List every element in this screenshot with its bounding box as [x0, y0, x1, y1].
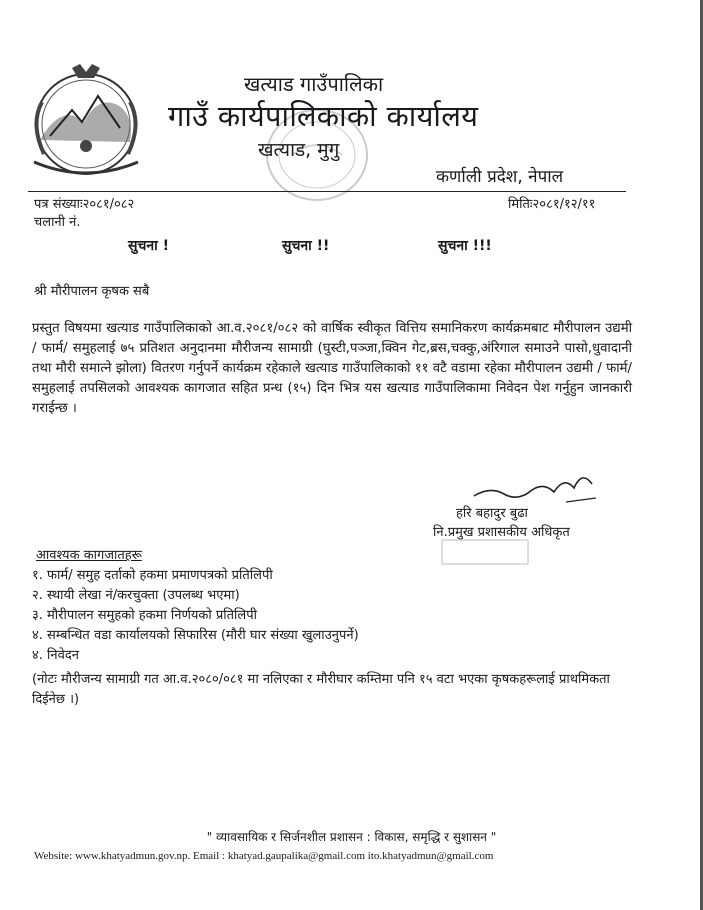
letterhead-title: गाउँ कार्यपालिकाको कार्यालय — [168, 99, 479, 133]
dispatch-number: चलानी नं. — [34, 215, 81, 230]
signatory-name: हरि बहादुर बुढा — [456, 506, 528, 521]
requirement-item: ३. मौरीपालन समुहको हकमा निर्णयको प्रतिलिपी — [32, 608, 257, 623]
office-name: खत्याड गाउँपालिका — [244, 72, 384, 96]
notice-body: प्रस्तुत विषयमा खत्याड गाउँपालिकाको आ.व.२०८१/०८२ को वार्षिक स्वीकृत वित्तिय समानिकरण कार्यक्रमबाट मौरीपालन उद्यमी / फार्म/ समुहलाई ७५ प्रतिशत अनुदानमा मौरीजन्य सामाग्री (घुस्टी,पञ्‍जा,क्विन गेट,ब्रस,चक्कु,अंरिगाल समाउने पासो,धुवादानी तथा मौरी समात्ने झोला) वितरण गर्नुपर्ने कार्यक्रम रहेकाले खत्याड गाउँपालिकाको ११ वटै वडामा रहेका मौरीपालन उद्यमी / फार्म/ समुहलाई तपसिलको आवश्यक कागजात सहित प्रन्ध (१५) दिन भित्र यस खत्याड गाउँपालिकामा निवेदन पेश गर्नुहुन जानकारी गराईन्छ । — [32, 321, 632, 416]
priority-note: (नोटः मौरीजन्य सामाग्री गत आ.व.२०८०/०८१ मा नलिएका र मौरीघार कम्तिमा पनि १५ वटा भएका कृषकहरूलाई प्राथमिकता दिईनेछ ।) — [32, 672, 610, 707]
notice-heading-2: सुचना !! — [282, 238, 330, 254]
signatory-designation: नि.प्रमुख प्रशासकीय अधिकृत — [433, 525, 570, 540]
footer-slogan: " व्यावसायिक र सिर्जनशील प्रशासन : विकास, समृद्धि र सुशासन " — [206, 830, 497, 844]
letter-date: मितिः२०८१/१२/११ — [508, 197, 596, 212]
requirements-list — [32, 566, 359, 666]
requirement-item: ४. निवेदन — [32, 648, 79, 663]
letter-number: पत्र संख्याः२०८१/०८२ — [34, 197, 135, 212]
requirement-item: ४. सम्बन्धित वडा कार्यालयको सिफारिस (मौरी घार संख्या खुलाउनुपर्ने) — [32, 628, 359, 643]
requirement-item: २. स्थायी लेखा नं/करचुक्ता (उपलब्ध भएमा) — [32, 588, 240, 603]
nepal-emblem-icon — [22, 62, 150, 180]
signature-icon — [470, 468, 600, 508]
signature-stamp-icon — [440, 538, 530, 566]
requirements-heading: आवश्यक कागजातहरू — [36, 548, 142, 563]
notice-heading-1: सुचना ! — [128, 238, 170, 254]
footer-contact: Website: www.khatyadmun.gov.np. Email : khatyad.gaupalika@gmail.com ito.khatyadmun@gmail.com — [34, 850, 494, 862]
notice-heading-3: सुचना !!! — [438, 238, 492, 254]
requirement-item: १. फार्म/ समुह दर्ताको हकमा प्रमाणपत्रको प्रतिलिपी — [32, 568, 273, 583]
header-divider — [28, 191, 626, 192]
province-line: कर्णाली प्रदेश, नेपाल — [436, 167, 564, 187]
salutation: श्री मौरीपालन कृषक सबै — [34, 284, 150, 299]
district-line: खत्याड, मुगु — [258, 139, 340, 161]
